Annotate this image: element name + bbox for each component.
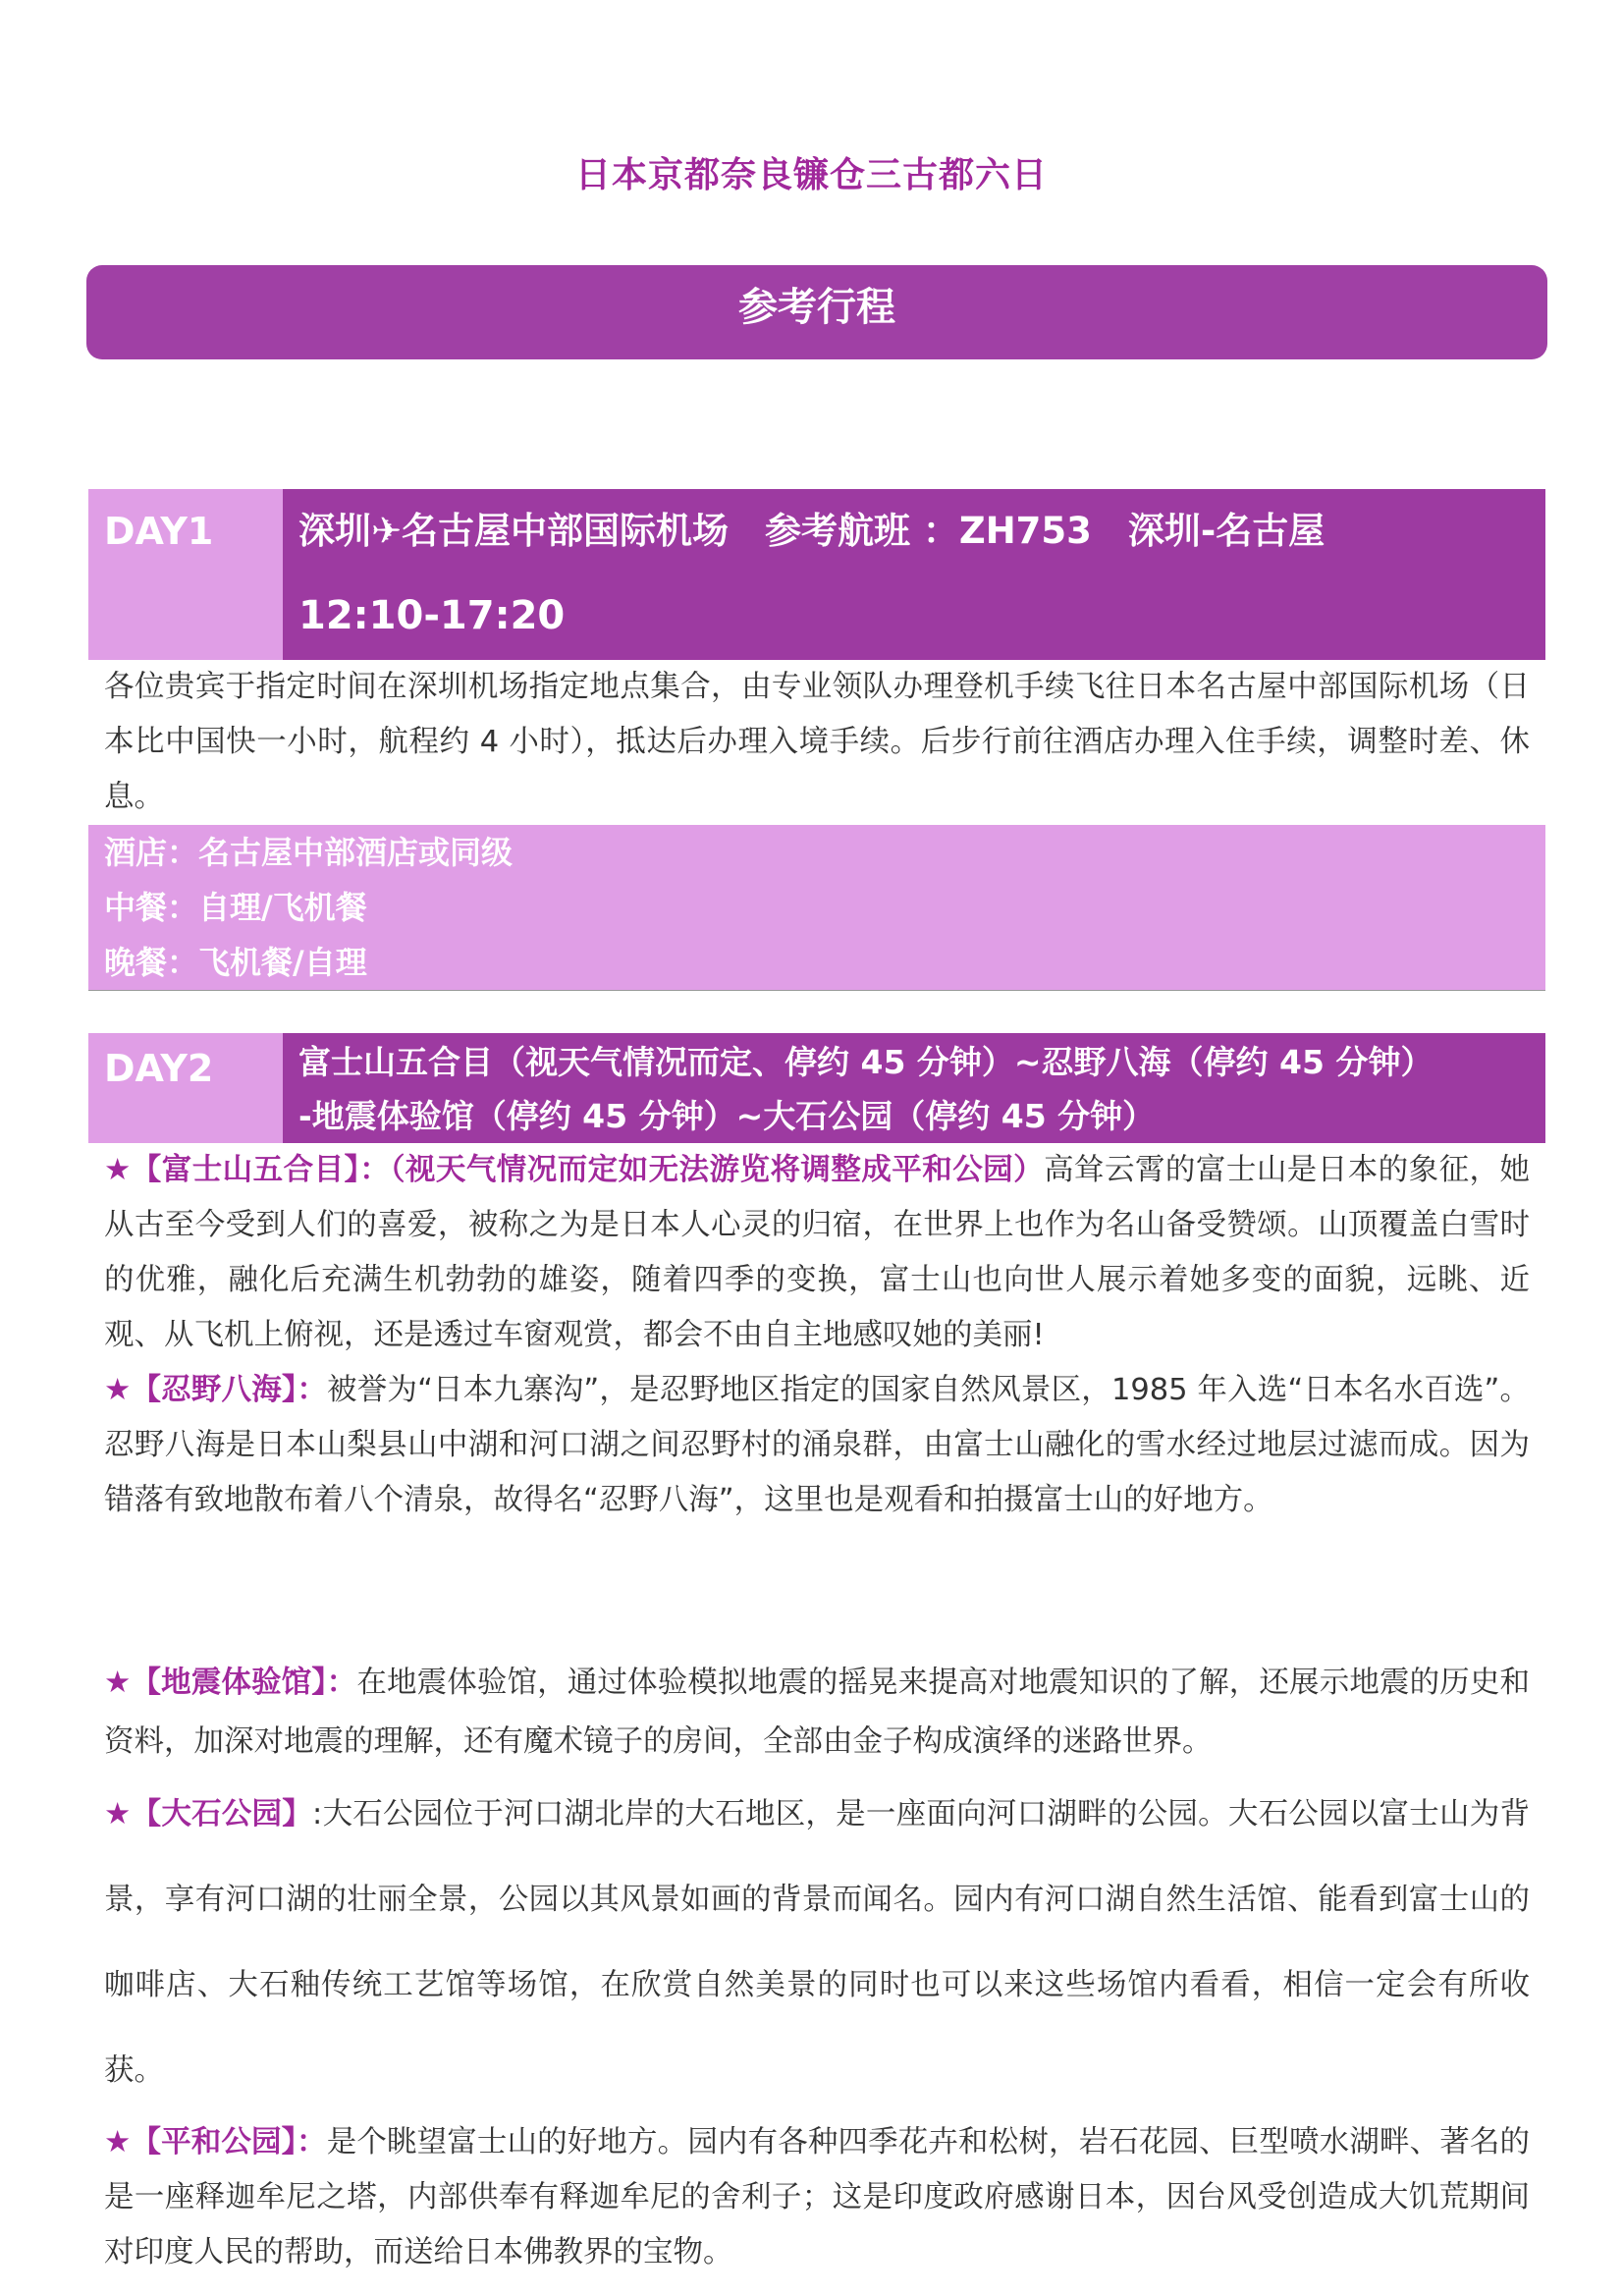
spot-text: 被誉为“日本九寨沟”，是忍野地区指定的国家自然风景区，1985 年入选“日本名水百选”。忍野八海是日本山梨县山中湖和河口湖之间忍野村的涌泉群，由富士山融化的雪水经过地层过滤而成。因为错落有致地散布着八个清泉，故得名“忍野八海”，这里也是观看和拍摄富士山的好地方。 bbox=[104, 1373, 1530, 1517]
document-title: 日本京都奈良镰仓三古都六日 bbox=[574, 155, 1048, 195]
day1-hotel: 酒店：名古屋中部酒店或同级 bbox=[104, 834, 514, 871]
spot-oishi-park bbox=[88, 1772, 1545, 2113]
day1-route bbox=[283, 489, 1545, 660]
day1-tag: DAY1 bbox=[88, 489, 283, 660]
spot-text: 是个眺望富士山的好地方。园内有各种四季花卉和松树，岩石花园、巨型喷水湖畔、著名的是一座释迦牟尼之塔，内部供奉有释迦牟尼的舍利子；这是印度政府感谢日本，因台风受创造成大饥荒期间对印度人民的帮助，而送给日本佛教界的宝物。 bbox=[104, 2125, 1531, 2269]
spot-title: ★【大石公园】 bbox=[104, 1797, 313, 1831]
day1-header bbox=[88, 489, 1545, 660]
spot-title: ★【地震体验馆】： bbox=[104, 1666, 357, 1700]
day2-section bbox=[88, 1033, 1545, 2280]
itinerary-banner: 参考行程 bbox=[86, 265, 1547, 359]
day1-route-line1: 深圳✈名古屋中部国际机场 参考航班 ：ZH753 深圳-名古屋 bbox=[298, 510, 1325, 552]
day1-dinner: 晚餐：飞机餐/自理 bbox=[104, 944, 367, 981]
day2-tag: DAY2 bbox=[88, 1033, 283, 1143]
day2-route-line2: -地震体验馆（停约 45 分钟）~大石公园（停约 45 分钟） bbox=[298, 1097, 1156, 1135]
spot-oshino-hakkai bbox=[88, 1363, 1545, 1528]
spot-title: ★【平和公园】： bbox=[104, 2125, 327, 2159]
spot-fuji-fifth-station bbox=[88, 1143, 1545, 1363]
spot-title: ★【忍野八海】： bbox=[104, 1373, 328, 1407]
day1-route-line2: 12:10-17:20 bbox=[298, 593, 566, 638]
day1-meals bbox=[88, 825, 1545, 991]
spot-title: ★【富士山五合目】：（视天气情况而定如无法游览将调整成平和公园） bbox=[104, 1153, 1045, 1187]
day1-lunch: 中餐：自理/飞机餐 bbox=[104, 889, 367, 926]
spot-text: :大石公园位于河口湖北岸的大石地区，是一座面向河口湖畔的公园。大石公园以富士山为背景，享有河口湖的壮丽全景，公园以其风景如画的背景而闻名。园内有河口湖自然生活馆、能看到富士山的咖啡店、大石釉传统工艺馆等场馆，在欣赏自然美景的同时也可以来这些场馆内看看，相信一定会有所收获。 bbox=[104, 1797, 1531, 2088]
spot-earthquake-museum bbox=[88, 1654, 1545, 1772]
spot-heiwa-park bbox=[88, 2115, 1545, 2280]
day2-route bbox=[283, 1033, 1545, 1143]
day1-section bbox=[88, 489, 1545, 991]
spot-text: 高耸云霄的富士山是日本的象征，她从古至今受到人们的喜爱，被称之为是日本人心灵的归宿，在世界上也作为名山备受赞颂。山顶覆盖白雪时的优雅，融化后充满生机勃勃的雄姿，随着四季的变换，富士山也向世人展示着她多变的面貌，远眺、近观、从飞机上俯视，还是透过车窗观赏，都会不由自主地感叹她的美丽! bbox=[104, 1153, 1531, 1352]
day2-route-line1: 富士山五合目（视天气情况而定、停约 45 分钟）~忍野八海（停约 45 分钟） bbox=[298, 1043, 1434, 1081]
day2-header bbox=[88, 1033, 1545, 1143]
day1-description: 各位贵宾于指定时间在深圳机场指定地点集合，由专业领队办理登机手续飞往日本名古屋中部国际机场（日本比中国快一小时，航程约 4 小时），抵达后办理入境手续。后步行前往酒店办理入住手续，调整时差、休息。 bbox=[104, 670, 1530, 814]
spot-text: 在地震体验馆，通过体验模拟地震的摇晃来提高对地震知识的了解，还展示地震的历史和资料，加深对地震的理解，还有魔术镜子的房间，全部由金子构成演绎的迷路世界。 bbox=[104, 1666, 1531, 1759]
